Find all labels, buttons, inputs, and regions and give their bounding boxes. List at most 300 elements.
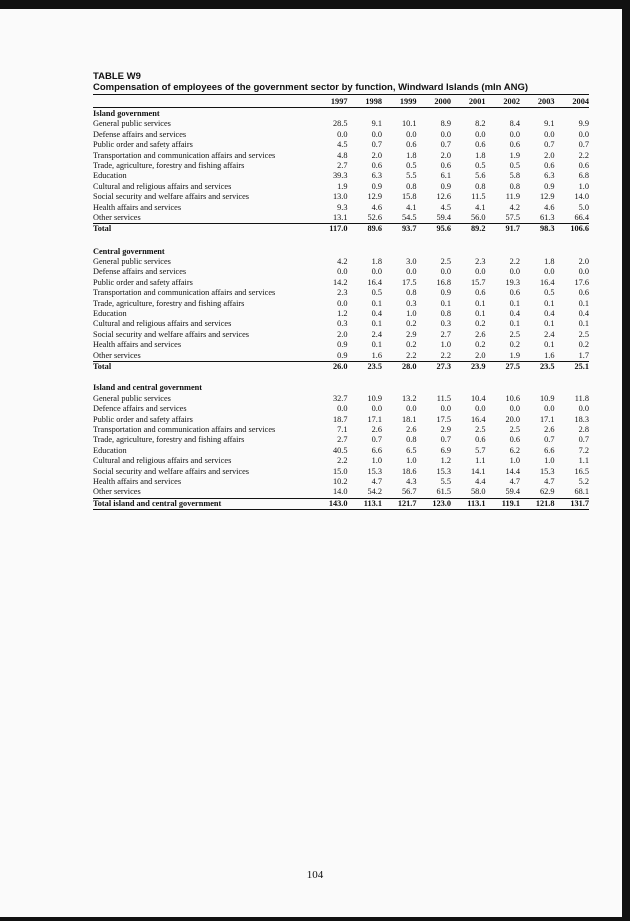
value-cell: 0.3	[440, 319, 451, 329]
value-cell: 0.0	[578, 129, 589, 139]
value-cell: 2.2	[440, 350, 451, 360]
value-cell: 8.4	[509, 119, 520, 129]
row-values	[313, 182, 589, 192]
value-cell: 0.0	[371, 129, 382, 139]
scan-border-right	[622, 0, 630, 921]
value-cell: 18.6	[401, 466, 417, 476]
value-cell: 0.8	[406, 435, 417, 445]
value-cell: 0.2	[475, 340, 486, 350]
value-cell: 2.4	[371, 329, 382, 339]
value-cell: 2.7	[337, 435, 348, 445]
year-header: 1998	[365, 97, 382, 106]
value-cell: 1.9	[509, 150, 520, 160]
table-row	[93, 130, 589, 140]
row-values	[313, 415, 589, 425]
value-cell: 4.3	[406, 476, 417, 486]
value-cell: 23.9	[470, 361, 486, 371]
row-values	[313, 213, 589, 223]
row-values	[313, 425, 589, 435]
value-cell: 0.6	[578, 160, 589, 170]
value-cell: 2.0	[440, 150, 451, 160]
value-cell: 2.2	[337, 456, 348, 466]
scan-border-bottom	[0, 917, 630, 921]
value-cell: 6.8	[578, 171, 589, 181]
value-cell: 52.6	[367, 212, 382, 222]
value-cell: 0.8	[509, 181, 520, 191]
value-cell: 17.1	[539, 414, 555, 424]
row-values	[313, 278, 589, 288]
table-row	[93, 435, 589, 445]
value-cell: 15.3	[367, 466, 382, 476]
value-cell: 0.5	[544, 288, 555, 298]
section-spacer	[93, 372, 589, 382]
value-cell: 27.3	[436, 361, 451, 371]
row-values	[313, 299, 589, 309]
row-label: Defense affairs and services	[93, 267, 187, 277]
header-label-cell	[93, 96, 313, 107]
row-values	[313, 130, 589, 140]
value-cell: 1.9	[337, 181, 348, 191]
row-label: Total	[93, 224, 112, 234]
value-cell: 5.2	[578, 476, 589, 486]
table-row	[93, 299, 589, 309]
table-row	[93, 456, 589, 466]
page-number: 104	[306, 869, 324, 881]
value-cell: 15.7	[470, 277, 486, 287]
value-cell: 0.2	[509, 340, 520, 350]
value-cell: 17.1	[367, 414, 382, 424]
row-values	[313, 362, 589, 372]
row-label: Health affairs and services	[93, 340, 182, 350]
value-cell: 0.6	[544, 160, 555, 170]
value-cell: 10.6	[505, 393, 520, 403]
row-values	[313, 319, 589, 329]
value-cell: 4.1	[406, 202, 417, 212]
value-cell: 10.2	[332, 476, 348, 486]
value-cell: 2.2	[578, 150, 589, 160]
value-cell: 2.0	[371, 150, 382, 160]
table-row	[93, 487, 589, 497]
value-cell: 1.2	[337, 309, 348, 319]
value-cell: 17.5	[401, 277, 417, 287]
value-cell: 1.6	[544, 350, 555, 360]
table-row	[93, 309, 589, 319]
value-cell: 1.8	[475, 150, 486, 160]
value-cell: 93.7	[401, 224, 417, 234]
value-cell: 1.9	[509, 350, 520, 360]
value-cell: 0.9	[337, 340, 348, 350]
row-label: Trade, agriculture, forestry and fishing affairs	[93, 160, 245, 170]
value-cell: 0.7	[578, 435, 589, 445]
table-label: TABLE W9	[93, 71, 141, 82]
row-label: Cultural and religious affairs and services	[93, 456, 232, 466]
row-values	[313, 140, 589, 150]
section-island-government	[93, 109, 589, 235]
value-cell: 9.1	[371, 119, 382, 129]
value-cell: 5.7	[475, 445, 486, 455]
scan-border-top	[0, 0, 630, 9]
value-cell: 0.8	[406, 288, 417, 298]
value-cell: 0.9	[371, 181, 382, 191]
year-header: 2004	[572, 97, 589, 106]
value-cell: 2.0	[337, 329, 348, 339]
value-cell: 0.0	[544, 129, 555, 139]
value-cell: 1.0	[406, 456, 417, 466]
row-label: Cultural and religious affairs and services	[93, 181, 232, 191]
row-label: Trade, agriculture, forestry and fishing affairs	[93, 298, 245, 308]
value-cell: 2.3	[337, 288, 348, 298]
value-cell: 0.0	[406, 404, 417, 414]
row-values	[313, 203, 589, 213]
value-cell: 0.2	[475, 319, 486, 329]
table-row	[93, 351, 589, 361]
value-cell: 106.6	[570, 224, 589, 234]
row-label: General public services	[93, 393, 171, 403]
value-cell: 17.5	[436, 414, 451, 424]
year-header: 1997	[330, 97, 348, 106]
value-cell: 0.0	[578, 404, 589, 414]
row-values	[313, 499, 589, 509]
value-cell: 14.4	[505, 466, 520, 476]
row-label: Social security and welfare affairs and services	[93, 192, 250, 202]
value-cell: 0.1	[371, 340, 382, 350]
value-cell: 6.9	[440, 445, 451, 455]
value-cell: 2.5	[578, 329, 589, 339]
value-cell: 0.6	[440, 160, 451, 170]
value-cell: 0.0	[544, 404, 555, 414]
value-cell: 0.6	[475, 288, 486, 298]
value-cell: 0.7	[544, 435, 555, 445]
row-label: Education	[93, 171, 127, 181]
row-label: Total	[93, 361, 112, 371]
value-cell: 2.3	[475, 257, 486, 267]
value-cell: 5.0	[578, 202, 589, 212]
value-cell: 0.1	[509, 298, 520, 308]
row-values	[313, 267, 589, 277]
value-cell: 0.0	[337, 404, 348, 414]
row-label: Health affairs and services	[93, 476, 182, 486]
value-cell: 6.5	[406, 445, 417, 455]
total-row	[93, 223, 589, 234]
row-label: Defense affairs and services	[93, 129, 187, 139]
value-cell: 13.2	[401, 393, 417, 403]
value-cell: 0.2	[406, 319, 417, 329]
value-cell: 0.1	[544, 319, 555, 329]
value-cell: 4.7	[371, 476, 382, 486]
value-cell: 11.9	[505, 192, 520, 202]
value-cell: 0.9	[440, 181, 451, 191]
row-label: Defence affairs and services	[93, 404, 187, 414]
value-cell: 2.5	[509, 424, 520, 434]
value-cell: 61.5	[436, 487, 451, 497]
value-cell: 121.8	[535, 498, 555, 508]
value-cell: 0.8	[440, 309, 451, 319]
value-cell: 0.0	[371, 267, 382, 277]
value-cell: 39.3	[332, 171, 348, 181]
value-cell: 0.0	[371, 404, 382, 414]
value-cell: 16.5	[574, 466, 589, 476]
row-values	[313, 394, 589, 404]
row-label: Health affairs and services	[93, 202, 182, 212]
table-row	[93, 415, 589, 425]
value-cell: 2.9	[406, 329, 417, 339]
value-cell: 2.5	[440, 257, 451, 267]
table-row	[93, 119, 589, 129]
value-cell: 4.2	[509, 202, 520, 212]
value-cell: 11.8	[574, 393, 589, 403]
table-row	[93, 319, 589, 329]
value-cell: 61.3	[539, 212, 555, 222]
row-values	[313, 309, 589, 319]
value-cell: 0.0	[509, 404, 520, 414]
table-container	[93, 71, 589, 510]
row-label: Total island and central government	[93, 498, 222, 508]
table-header-row	[93, 96, 589, 108]
value-cell: 0.0	[440, 129, 451, 139]
value-cell: 0.5	[371, 288, 382, 298]
total-row	[93, 498, 589, 510]
value-cell: 18.3	[574, 414, 589, 424]
value-cell: 0.7	[440, 435, 451, 445]
value-cell: 113.1	[363, 498, 382, 508]
value-cell: 59.4	[436, 212, 451, 222]
value-cell: 2.0	[544, 150, 555, 160]
value-cell: 4.6	[371, 202, 382, 212]
value-cell: 3.0	[406, 257, 417, 267]
value-cell: 0.3	[337, 319, 348, 329]
value-cell: 0.7	[371, 140, 382, 150]
value-cell: 40.5	[332, 445, 348, 455]
value-cell: 4.6	[544, 202, 555, 212]
total-row	[93, 361, 589, 372]
value-cell: 98.3	[539, 224, 555, 234]
value-cell: 0.0	[475, 404, 486, 414]
value-cell: 0.2	[578, 340, 589, 350]
section-title: Central government	[93, 246, 165, 256]
value-cell: 91.7	[505, 224, 520, 234]
value-cell: 68.1	[574, 487, 589, 497]
value-cell: 0.0	[509, 267, 520, 277]
row-label: Public order and safety affairs	[93, 140, 193, 150]
value-cell: 2.7	[337, 160, 348, 170]
value-cell: 8.9	[440, 119, 451, 129]
row-label: Education	[93, 445, 127, 455]
value-cell: 4.2	[337, 257, 348, 267]
row-values	[313, 257, 589, 267]
value-cell: 0.4	[371, 309, 382, 319]
row-values	[313, 288, 589, 298]
value-cell: 4.5	[440, 202, 451, 212]
value-cell: 6.1	[440, 171, 451, 181]
year-header: 2002	[503, 97, 520, 106]
value-cell: 0.7	[440, 140, 451, 150]
value-cell: 4.4	[475, 476, 486, 486]
table-row	[93, 182, 589, 192]
row-label: Other services	[93, 350, 141, 360]
value-cell: 62.9	[539, 487, 555, 497]
value-cell: 19.3	[505, 277, 520, 287]
value-cell: 0.5	[406, 160, 417, 170]
value-cell: 16.4	[367, 277, 382, 287]
value-cell: 2.2	[509, 257, 520, 267]
value-cell: 0.1	[371, 319, 382, 329]
value-cell: 0.0	[337, 129, 348, 139]
value-cell: 119.1	[501, 498, 520, 508]
value-cell: 1.1	[475, 456, 486, 466]
table-row	[93, 192, 589, 202]
value-cell: 0.4	[509, 309, 520, 319]
row-label: Transportation and communication affairs and services	[93, 288, 276, 298]
value-cell: 0.1	[440, 298, 451, 308]
value-cell: 2.0	[578, 257, 589, 267]
value-cell: 6.6	[371, 445, 382, 455]
value-cell: 66.4	[574, 212, 589, 222]
value-cell: 0.0	[509, 129, 520, 139]
value-cell: 4.8	[337, 150, 348, 160]
value-cell: 131.7	[570, 498, 589, 508]
value-cell: 0.0	[406, 129, 417, 139]
table-row	[93, 340, 589, 350]
value-cell: 13.1	[332, 212, 348, 222]
row-label: General public services	[93, 119, 171, 129]
value-cell: 16.4	[539, 277, 555, 287]
row-label: Public order and safety affairs	[93, 414, 193, 424]
value-cell: 143.0	[328, 498, 348, 508]
value-cell: 1.6	[371, 350, 382, 360]
value-cell: 0.0	[475, 129, 486, 139]
value-cell: 12.9	[539, 192, 555, 202]
value-cell: 6.6	[544, 445, 555, 455]
value-cell: 0.0	[337, 267, 348, 277]
row-values	[313, 171, 589, 181]
value-cell: 0.5	[475, 160, 486, 170]
value-cell: 27.5	[505, 361, 520, 371]
value-cell: 123.0	[432, 498, 451, 508]
value-cell: 0.6	[371, 160, 382, 170]
value-cell: 1.8	[371, 257, 382, 267]
value-cell: 2.2	[406, 350, 417, 360]
value-cell: 0.6	[509, 288, 520, 298]
value-cell: 1.0	[440, 340, 451, 350]
row-label: Trade, agriculture, forestry and fishing affairs	[93, 435, 245, 445]
row-label: Public order and safety affairs	[93, 277, 193, 287]
value-cell: 1.8	[544, 257, 555, 267]
value-cell: 6.3	[371, 171, 382, 181]
value-cell: 5.5	[440, 476, 451, 486]
row-values	[313, 467, 589, 477]
value-cell: 4.1	[475, 202, 486, 212]
row-values	[313, 330, 589, 340]
value-cell: 16.4	[470, 414, 486, 424]
row-label: Transportation and communication affairs and services	[93, 424, 276, 434]
value-cell: 9.3	[337, 202, 348, 212]
value-cell: 2.6	[544, 424, 555, 434]
value-cell: 1.0	[406, 309, 417, 319]
value-cell: 0.1	[578, 319, 589, 329]
row-values	[313, 404, 589, 414]
value-cell: 5.8	[509, 171, 520, 181]
value-cell: 0.0	[406, 267, 417, 277]
value-cell: 12.6	[436, 192, 451, 202]
table-title: Compensation of employees of the government sector by function, Windward Islands (mln ANG)	[93, 82, 589, 95]
row-label: Cultural and religious affairs and services	[93, 319, 232, 329]
row-label: Other services	[93, 487, 141, 497]
value-cell: 14.0	[574, 192, 589, 202]
value-cell: 0.0	[578, 267, 589, 277]
value-cell: 0.1	[475, 298, 486, 308]
table-row	[93, 278, 589, 288]
table-row	[93, 330, 589, 340]
value-cell: 15.3	[436, 466, 451, 476]
value-cell: 54.5	[401, 212, 417, 222]
value-cell: 0.1	[509, 319, 520, 329]
value-cell: 58.0	[470, 487, 486, 497]
value-cell: 54.2	[367, 487, 382, 497]
year-header: 2001	[468, 97, 486, 106]
value-cell: 0.4	[578, 309, 589, 319]
row-values	[313, 351, 589, 361]
value-cell: 0.1	[371, 298, 382, 308]
value-cell: 11.5	[436, 393, 451, 403]
value-cell: 57.5	[505, 212, 520, 222]
value-cell: 2.5	[509, 329, 520, 339]
row-label: Transportation and communication affairs and services	[93, 150, 276, 160]
year-header: 2003	[537, 97, 555, 106]
year-headers	[313, 96, 589, 107]
value-cell: 26.0	[332, 361, 348, 371]
section-title: Island government	[93, 109, 160, 118]
row-label: Social security and welfare affairs and services	[93, 329, 250, 339]
value-cell: 14.0	[332, 487, 348, 497]
value-cell: 0.9	[440, 288, 451, 298]
value-cell: 6.3	[544, 171, 555, 181]
value-cell: 28.5	[332, 119, 348, 129]
section-spacer	[93, 235, 589, 246]
value-cell: 0.2	[406, 340, 417, 350]
value-cell: 0.9	[544, 181, 555, 191]
value-cell: 1.0	[544, 456, 555, 466]
value-cell: 0.7	[544, 140, 555, 150]
value-cell: 5.5	[406, 171, 417, 181]
value-cell: 10.1	[401, 119, 417, 129]
value-cell: 121.7	[397, 498, 417, 508]
row-label: Other services	[93, 212, 141, 222]
table-row	[93, 446, 589, 456]
value-cell: 5.6	[475, 171, 486, 181]
value-cell: 56.0	[470, 212, 486, 222]
value-cell: 7.1	[337, 424, 348, 434]
table-row	[93, 477, 589, 487]
row-values	[313, 477, 589, 487]
value-cell: 14.1	[470, 466, 486, 476]
table-body	[93, 109, 589, 510]
row-values	[313, 446, 589, 456]
table-row	[93, 140, 589, 150]
value-cell: 0.1	[544, 298, 555, 308]
table-row	[93, 203, 589, 213]
value-cell: 17.6	[574, 277, 589, 287]
value-cell: 95.6	[436, 224, 451, 234]
value-cell: 10.9	[539, 393, 555, 403]
value-cell: 4.7	[544, 476, 555, 486]
table-row	[93, 404, 589, 414]
value-cell: 89.6	[367, 224, 382, 234]
table-row	[93, 257, 589, 267]
row-values	[313, 456, 589, 466]
value-cell: 15.0	[332, 466, 348, 476]
value-cell: 23.5	[367, 361, 382, 371]
value-cell: 2.8	[578, 424, 589, 434]
